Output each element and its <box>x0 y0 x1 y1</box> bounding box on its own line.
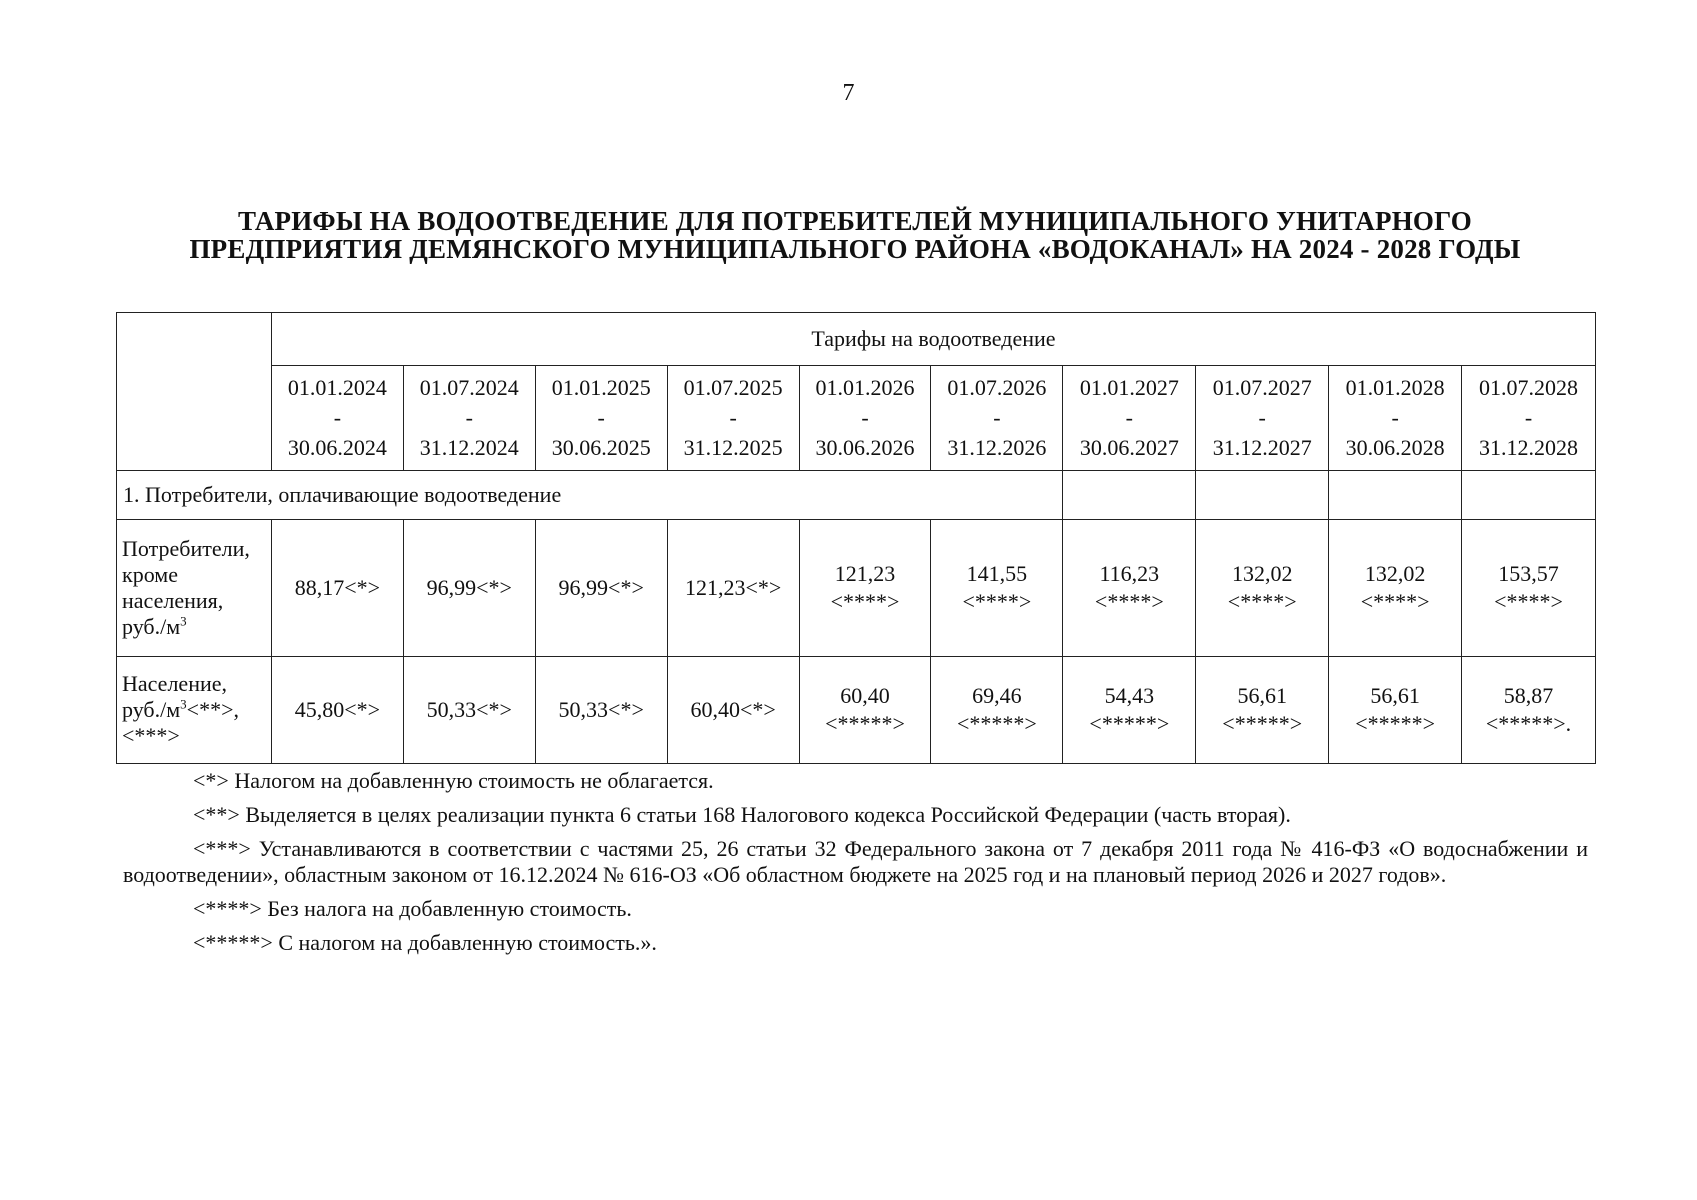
period-header: 01.07.2028 - 31.12.2028 <box>1462 366 1596 471</box>
tariff-value-cell: 141,55 <****> <box>931 520 1063 657</box>
tariff-value-cell: 56,61 <*****> <box>1329 657 1462 764</box>
tariff-value-cell: 121,23 <****> <box>799 520 931 657</box>
footnote: <**> Выделяется в целях реализации пункта 6 статьи 168 Налогового кодекса Российской Федерации (часть вторая). <box>193 802 1291 827</box>
period-header: 01.07.2027 - 31.12.2027 <box>1196 366 1329 471</box>
period-header: 01.07.2025 - 31.12.2025 <box>667 366 799 471</box>
period-header: 01.07.2026 - 31.12.2026 <box>931 366 1063 471</box>
period-header: 01.01.2026 - 30.06.2026 <box>799 366 931 471</box>
period-header: 01.07.2024 - 31.12.2024 <box>403 366 535 471</box>
tariff-value-cell: 116,23 <****> <box>1063 520 1196 657</box>
footnote: <*> Налогом на добавленную стоимость не облагается. <box>193 768 714 793</box>
row-label: Потребители, кроме населения, $руб./м^3$ <box>117 520 272 657</box>
tariff-value-cell: 96,99<*> <box>535 520 667 657</box>
tariff-value-cell: 45,80<*> <box>271 657 403 764</box>
tariff-table <box>116 312 1596 764</box>
empty-cell <box>1063 471 1196 520</box>
table-row-non-population <box>117 520 1596 657</box>
tariff-value-cell: 54,43 <*****> <box>1063 657 1196 764</box>
page-number: 7 <box>842 80 855 106</box>
tariff-value-cell: 69,46 <*****> <box>931 657 1063 764</box>
tariff-value-cell: 58,87 <*****>. <box>1462 657 1596 764</box>
tariff-value-cell: 132,02 <****> <box>1329 520 1462 657</box>
empty-cell <box>1196 471 1329 520</box>
tariff-value-cell: 50,33<*> <box>535 657 667 764</box>
section-row <box>117 471 1596 520</box>
row-label: Население, $руб./м^3<**>$, <***> <box>117 657 272 764</box>
footnote: <*****> С налогом на добавленную стоимость.». <box>193 930 657 955</box>
group-header: Тарифы на водоотведение <box>271 313 1595 366</box>
footnote: <****> Без налога на добавленную стоимость. <box>193 896 632 921</box>
tariff-value-cell: 88,17<*> <box>271 520 403 657</box>
footnote: <***> Устанавливаются в соответствии с частями 25, 26 статьи 32 Федерального закона от 7 декабря 2011 года № 416-ФЗ «О водоснабжении и водоотведении», областным законом от 16.12.2024 № 616-ОЗ «Об областном бюджете на 2025 год и на плановый период 2026 и 2027 годов». <box>123 836 1588 887</box>
tariff-value-cell: 132,02 <****> <box>1196 520 1329 657</box>
tariff-value-cell: 50,33<*> <box>403 657 535 764</box>
header-row-periods <box>117 366 1596 471</box>
tariff-value-cell: 60,40<*> <box>667 657 799 764</box>
title-line-2: ПРЕДПРИЯТИЯ ДЕМЯНСКОГО МУНИЦИПАЛЬНОГО РАЙОНА «ВОДОКАНАЛ» НА 2024 - 2028 ГОДЫ <box>189 234 1521 264</box>
period-header: 01.01.2028 - 30.06.2028 <box>1329 366 1462 471</box>
footnotes <box>123 768 1588 964</box>
title-line-1: ТАРИФЫ НА ВОДООТВЕДЕНИЕ ДЛЯ ПОТРЕБИТЕЛЕЙ МУНИЦИПАЛЬНОГО УНИТАРНОГО <box>237 206 1473 236</box>
period-header: 01.01.2024 - 30.06.2024 <box>271 366 403 471</box>
section-label: 1. Потребители, оплачивающие водоотведение <box>117 471 1063 520</box>
header-row-group <box>117 313 1596 366</box>
document-title <box>120 207 1590 263</box>
period-header: 01.01.2027 - 30.06.2027 <box>1063 366 1196 471</box>
corner-cell <box>117 313 272 471</box>
empty-cell <box>1329 471 1462 520</box>
tariff-value-cell: 96,99<*> <box>403 520 535 657</box>
table-row-population <box>117 657 1596 764</box>
tariff-value-cell: 56,61 <*****> <box>1196 657 1329 764</box>
tariff-value-cell: 60,40 <*****> <box>799 657 931 764</box>
empty-cell <box>1462 471 1596 520</box>
period-header: 01.01.2025 - 30.06.2025 <box>535 366 667 471</box>
tariff-value-cell: 121,23<*> <box>667 520 799 657</box>
tariff-value-cell: 153,57 <****> <box>1462 520 1596 657</box>
